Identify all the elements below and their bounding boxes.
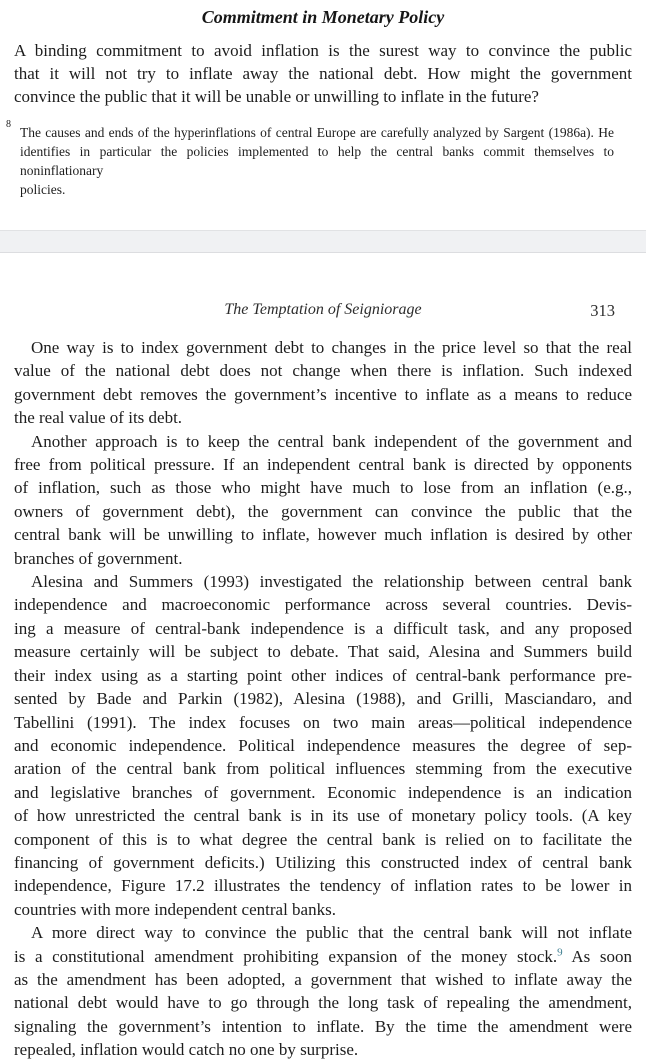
- text-line: financing of government deficits.) Utilizing this constructed index of central bank: [14, 852, 632, 872]
- text-line: One way is to index government debt to changes in the price level so that the real: [31, 338, 632, 357]
- text-line: that it will not try to inflate away the national debt. How might the government: [14, 64, 632, 83]
- text-line: central bank will be unwilling to inflate, however much inflation is desired by other: [14, 525, 632, 545]
- current-page: [0, 253, 646, 1061]
- text-line: Tabellini (1991). The index focuses on two main areas—political independence: [14, 712, 632, 732]
- text-line: and legislative branches of government. Economic independence is an indication: [14, 782, 632, 802]
- text-line: component of this is to what degree the central bank is relied on to facilitate the: [14, 829, 632, 849]
- text-line: measure certainly will be subject to debate. That said, Alesina and Summers build: [14, 642, 632, 662]
- text-line: [14, 945, 632, 968]
- text-line: their index using as a starting point other indices of central-bank performance pre-: [14, 665, 632, 685]
- running-header-row: [0, 301, 646, 321]
- running-header: The Temptation of Seigniorage: [224, 301, 422, 318]
- text-line: Alesina and Summers (1993) investigated the relationship between central bank: [31, 572, 632, 592]
- intro-paragraph: [14, 39, 632, 108]
- text-line: A more direct way to convince the public that the central bank will not inflate: [31, 923, 632, 943]
- text-line: aration of the central bank from political influences stemming from the executive: [14, 759, 632, 779]
- text-line: of how unrestricted the central bank is in its use of monetary policy tools. (A key: [14, 806, 632, 826]
- footnote-ref-link[interactable]: 9: [557, 945, 563, 958]
- footnote-marker: 8: [6, 119, 11, 130]
- text-line: independence and macroeconomic performance across several countries. Devis-: [14, 595, 632, 615]
- paragraph: [14, 570, 632, 921]
- paragraph: [14, 430, 632, 570]
- paragraph: [14, 921, 632, 1061]
- page-gap-separator: [0, 230, 646, 253]
- text-line: independence, Figure 17.2 illustrates the tendency of inflation rates to be lower in: [14, 876, 632, 896]
- text-line: owners of government debt), the government can convince the public that the: [14, 501, 632, 521]
- text-line: countries with more independent central banks.: [14, 899, 336, 919]
- footnote-text: [20, 123, 614, 199]
- paragraph: [14, 336, 632, 430]
- text-line: signaling the government’s intention to inflate. By the time the amendment were: [14, 1016, 632, 1036]
- text-line: government debt removes the government’s incentive to inflate as a means to reduce: [14, 384, 632, 404]
- text-line: free from political pressure. If an independent central bank is directed by opponents: [14, 455, 632, 475]
- text-line: repealed, inflation would catch no one by surprise.: [14, 1040, 359, 1060]
- text-line: the real value of its debt.: [14, 408, 183, 428]
- text-line: sented by Bade and Parkin (1982), Alesina (1988), and Grilli, Masciandaro, and: [14, 689, 632, 709]
- text-line: national debt would have to go through the long task of repealing the amendment,: [14, 993, 632, 1013]
- text-line: as the amendment has been adopted, a government that wished to inflate away the: [14, 969, 632, 989]
- previous-page-bottom: [0, 0, 646, 230]
- footnote-8: [6, 119, 614, 199]
- text-line: ing a measure of central-bank independence is a difficult task, and any proposed: [14, 618, 632, 638]
- page-body-text: [14, 336, 632, 1061]
- text-segment: is a constitutional amendment prohibiting expansion of the money stock.: [14, 946, 558, 966]
- text-line: of inflation, such as those who might have much to lose from an inflation (e.g.,: [14, 478, 632, 498]
- text-segment: As soon: [562, 946, 632, 966]
- text-line: The causes and ends of the hyperinflations of central Europe are carefully analyzed by Sargent (1986a). He: [20, 125, 614, 140]
- text-line: A binding commitment to avoid inflation is the surest way to convince the public: [14, 41, 632, 60]
- text-line: value of the national debt does not change when there is inflation. Such indexed: [14, 361, 632, 381]
- text-line: branches of government.: [14, 548, 183, 568]
- text-line: Another approach is to keep the central bank independent of the government and: [31, 431, 632, 451]
- page-number: 313: [590, 301, 615, 320]
- text-line: policies.: [20, 182, 66, 197]
- text-line: convince the public that it will be unable or unwilling to inflate in the future?: [14, 87, 539, 106]
- text-line: and economic independence. Political independence measures the degree of sep-: [14, 735, 632, 755]
- section-heading: Commitment in Monetary Policy: [201, 7, 445, 27]
- text-line: identifies in particular the policies implemented to help the central banks commit themselves to noninflationary: [20, 144, 614, 178]
